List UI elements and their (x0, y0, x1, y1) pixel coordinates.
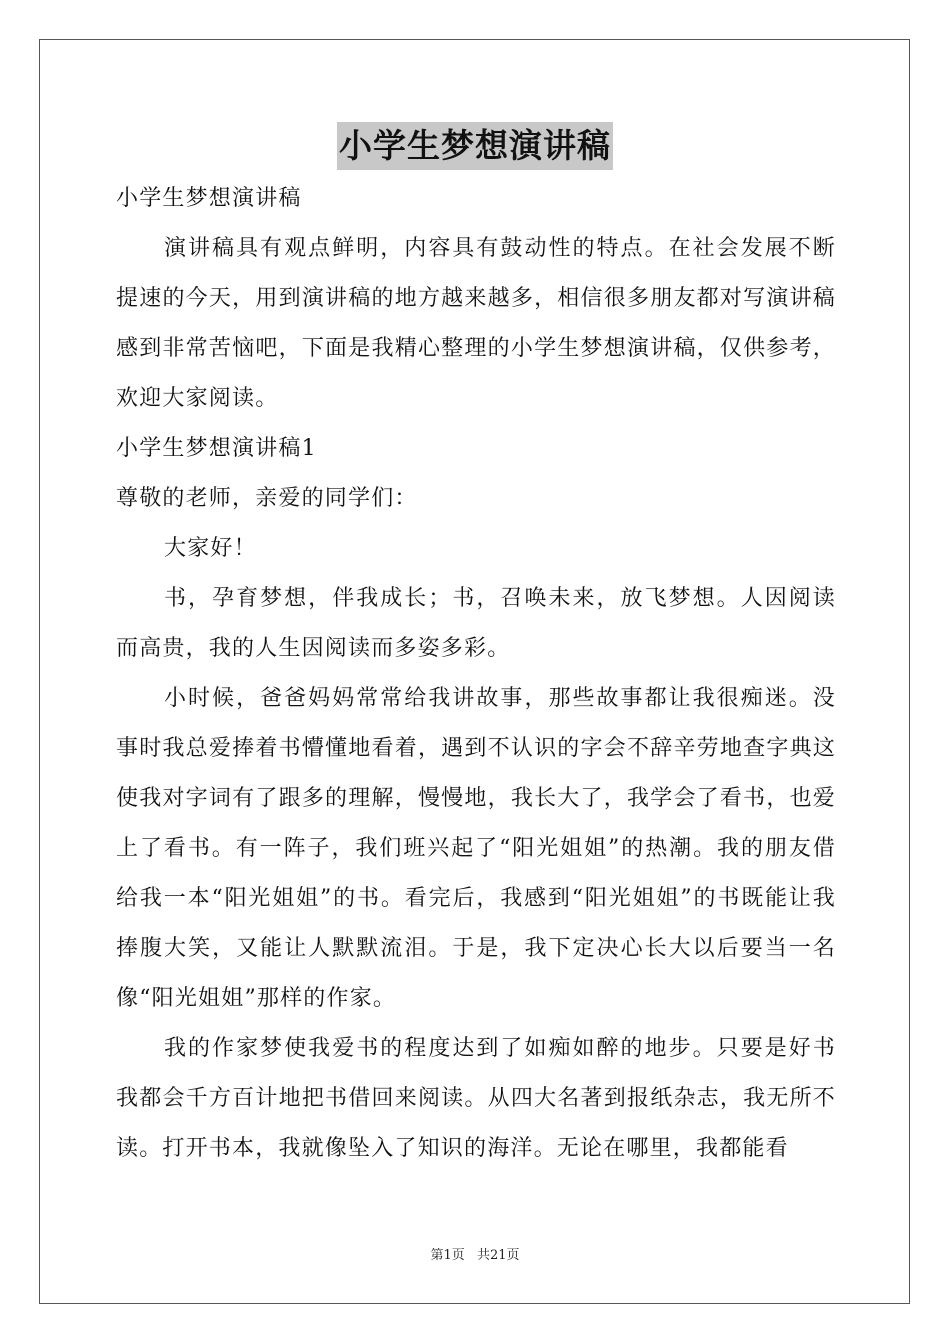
page-number: 第1页 (430, 1248, 465, 1263)
body-paragraph: 书，孕育梦想，伴我成长；书，召唤未来，放飞梦想。人因阅读而高贵，我的人生因阅读而多姿多彩。 (116, 586, 836, 661)
body-paragraph: 我的作家梦使我爱书的程度达到了如痴如醉的地步。只要是好书我都会千方百计地把书借回来阅读。从四大名著到报纸杂志，我无所不读。打开书本，我就像坠入了知识的海洋。无论在哪里，我都能看 (116, 1036, 836, 1161)
salutation: 尊敬的老师，亲爱的同学们： (116, 486, 418, 511)
section-heading: 小学生梦想演讲稿1 (116, 436, 317, 461)
document-body (116, 174, 836, 1174)
title-container (0, 122, 950, 170)
total-pages: 共21页 (476, 1248, 520, 1263)
document-title: 小学生梦想演讲稿 (337, 122, 613, 170)
body-paragraph: 小时候，爸爸妈妈常常给我讲故事，那些故事都让我很痴迷。没事时我总爱捧着书懵懂地看着，遇到不认识的字会不辞辛劳地查字典这使我对字词有了跟多的理解，慢慢地，我长大了，我学会了看书，也爱上了看书。有一阵子，我们班兴起了“阳光姐姐”的热潮。我的朋友借给我一本“阳光姐姐”的书。看完后，我感到“阳光姐姐”的书既能让我捧腹大笑，又能让人默默流泪。于是，我下定决心长大以后要当一名像“阳光姐姐”那样的作家。 (116, 686, 836, 1011)
intro-paragraph: 演讲稿具有观点鲜明，内容具有鼓动性的特点。在社会发展不断提速的今天，用到演讲稿的地方越来越多，相信很多朋友都对写演讲稿感到非常苦恼吧，下面是我精心整理的小学生梦想演讲稿，仅供参考，欢迎大家阅读。 (116, 236, 836, 411)
page-footer (0, 1244, 950, 1263)
greeting: 大家好！ (164, 536, 257, 561)
subtitle-paragraph: 小学生梦想演讲稿 (116, 186, 302, 211)
